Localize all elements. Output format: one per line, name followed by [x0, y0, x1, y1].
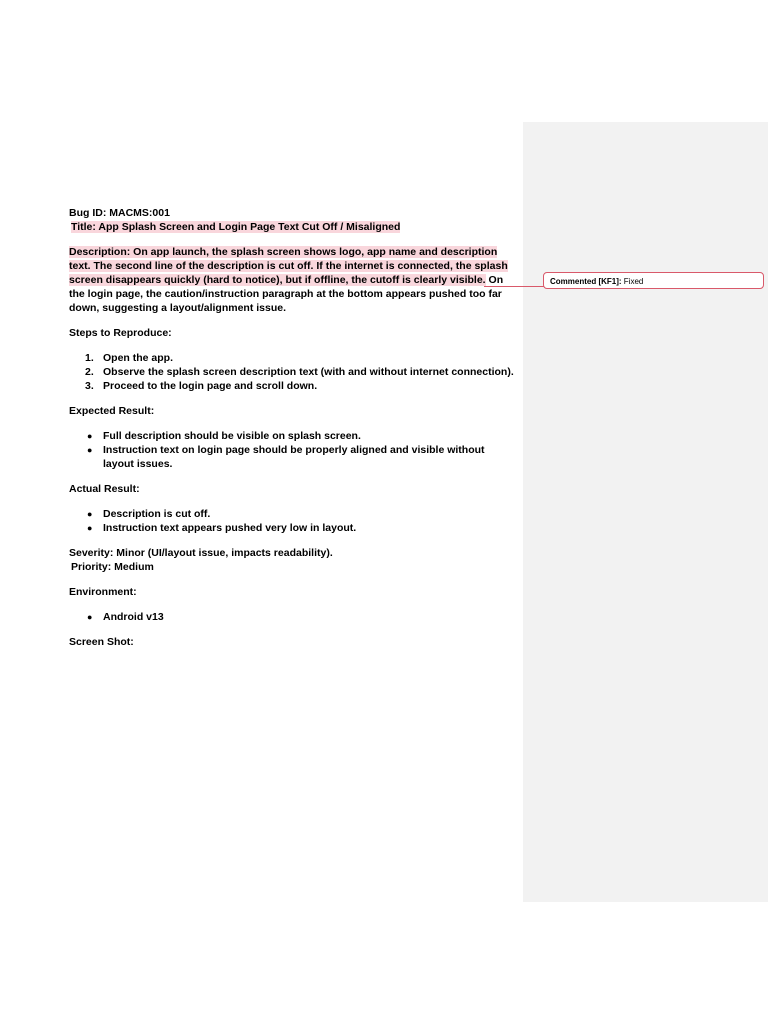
description-line: the login page, the caution/instruction paragraph at the bottom appears pushed too far [69, 288, 502, 300]
list-item: ● Description is cut off. [87, 508, 211, 520]
steps-heading: Steps to Reproduce: [69, 327, 172, 339]
list-item: 3. Proceed to the login page and scroll down. [85, 380, 318, 392]
actual-heading: Actual Result: [69, 483, 140, 495]
list-item: ● Instruction text on login page should be properly aligned and visible without layout issues. [87, 444, 485, 470]
bullet-icon: ● [87, 509, 93, 519]
list-item: 2. Observe the splash screen description text (with and without internet connection). [85, 366, 514, 378]
steps-list [69, 351, 521, 393]
list-item: ● Instruction text appears pushed very low in layout. [87, 522, 357, 534]
severity: Severity: Minor (UI/layout issue, impacts readability). [69, 547, 333, 559]
bug-title-text: Title: App Splash Screen and Login Page Text Cut Off / Misaligned [71, 221, 401, 233]
bullet-icon: ● [87, 445, 93, 455]
comment-text: Fixed [621, 277, 644, 286]
expected-heading: Expected Result: [69, 405, 155, 417]
environment-heading: Environment: [69, 586, 137, 598]
list-item: 1. Open the app. [85, 352, 174, 364]
bullet-icon: ● [87, 523, 93, 533]
description-line: down, suggesting a layout/alignment issue. [69, 302, 287, 314]
description [69, 245, 521, 315]
bullet-icon: ● [87, 612, 93, 622]
screenshot-heading: Screen Shot: [69, 636, 134, 648]
list-item: ● Android v13 [87, 611, 164, 623]
bug-report-document [69, 206, 521, 649]
actual-list [69, 507, 521, 535]
bug-id: Bug ID: MACMS:001 [69, 207, 170, 219]
environment-list [69, 610, 521, 624]
priority: Priority: Medium [71, 561, 154, 573]
comment-pane [523, 122, 768, 902]
description-line: text. The second line of the description is cut off. If the internet is connected, the splash [69, 260, 508, 272]
comment-bubble[interactable] [543, 272, 764, 289]
comment-tag: Commented [KF1]: [550, 277, 622, 286]
bullet-icon: ● [87, 431, 93, 441]
bug-title [69, 220, 521, 234]
description-line: Description: On app launch, the splash screen shows logo, app name and description [69, 246, 498, 258]
list-item: ● Full description should be visible on splash screen. [87, 430, 361, 442]
description-line-tail: On [485, 274, 504, 286]
expected-list [69, 429, 521, 471]
description-line: screen disappears quickly (hard to notice), but if offline, the cutoff is clearly visible. [69, 274, 486, 286]
